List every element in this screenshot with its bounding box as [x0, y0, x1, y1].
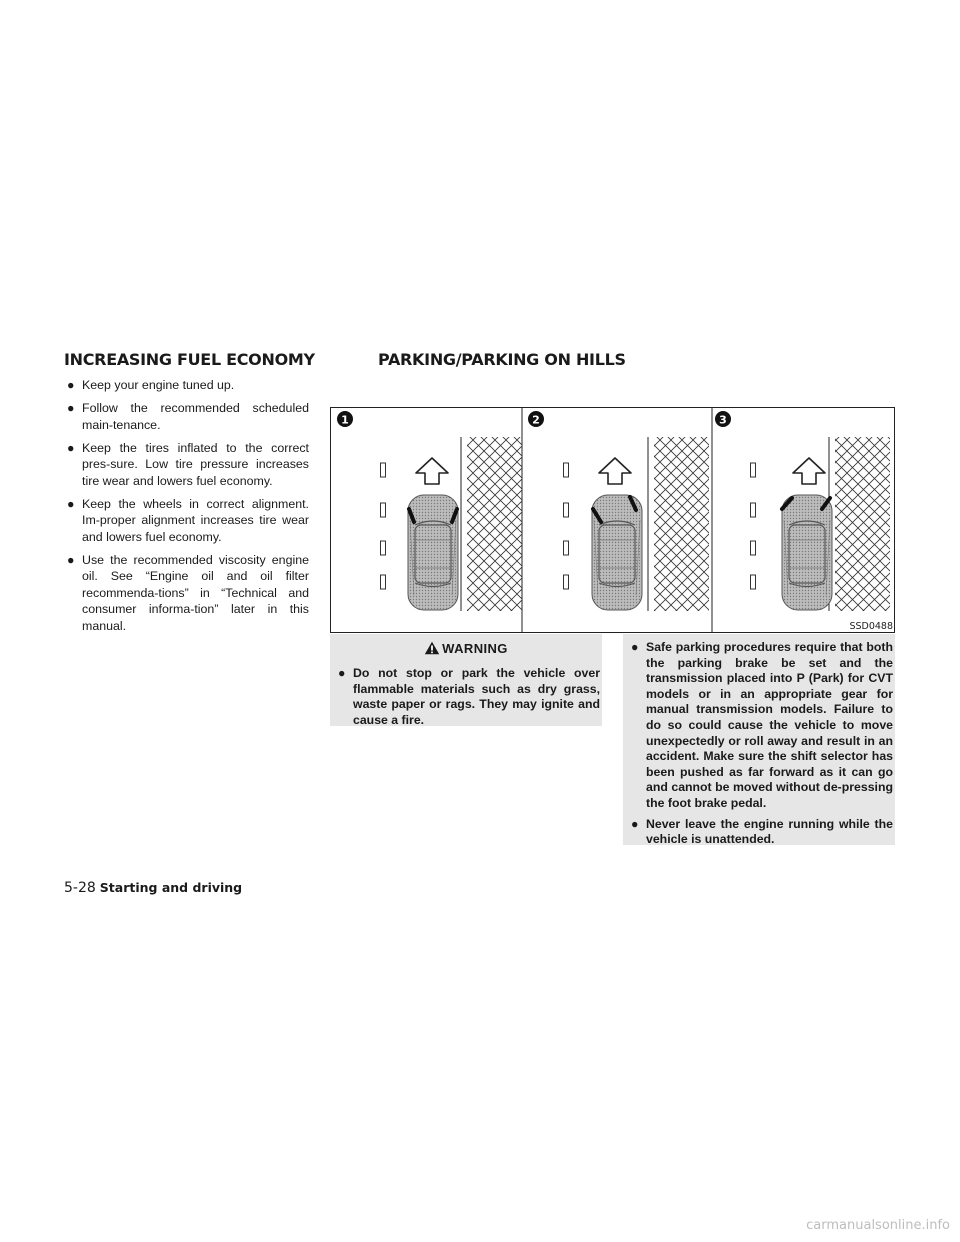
list-item	[629, 817, 893, 848]
panel-number-3: 3	[719, 413, 727, 427]
bullet-icon: ●	[67, 552, 75, 567]
bullet-icon: ●	[631, 640, 639, 654]
list-item-text: Do not stop or park the vehicle over flammable materials such as dry grass, waste paper or rags. They may ignite and cause a fire.	[353, 666, 600, 727]
bullet-icon: ●	[67, 440, 75, 455]
page-footer	[64, 879, 242, 896]
list-item	[65, 496, 309, 546]
list-item	[65, 377, 309, 394]
panel-number-1: 1	[341, 413, 349, 427]
bullet-icon: ●	[67, 378, 75, 392]
bullet-icon: ●	[338, 666, 346, 680]
section-heading-fuel-economy: INCREASING FUEL ECONOMY	[64, 350, 315, 369]
page-number: 5-28	[64, 880, 96, 896]
bullet-icon: ●	[67, 401, 75, 415]
parking-figure	[330, 407, 895, 633]
warning-box-left	[330, 634, 602, 726]
warning-list-right	[629, 640, 893, 853]
list-item	[65, 552, 309, 635]
warning-title	[330, 641, 602, 656]
section-heading-parking: PARKING/PARKING ON HILLS	[378, 350, 626, 369]
watermark: carmanualsonline.info	[806, 1218, 950, 1233]
bullet-icon: ●	[67, 496, 75, 511]
bullet-icon: ●	[631, 816, 639, 831]
list-item	[629, 640, 893, 812]
panel-number-2: 2	[532, 413, 540, 427]
warning-box-right	[623, 634, 895, 845]
list-item-text: Use the recommended viscosity engine oil. See “Engine oil and oil filter recommenda-tions” in “Technical and consumer informa-tion” later in this manual.	[82, 552, 309, 633]
list-item-text: Keep your engine tuned up.	[82, 378, 235, 392]
car-top-view-icon	[408, 495, 458, 610]
fuel-economy-list	[65, 377, 309, 641]
list-item	[65, 400, 309, 433]
warning-list-left	[336, 666, 600, 733]
warning-triangle-icon	[424, 641, 440, 655]
warning-title-text: WARNING	[442, 641, 508, 656]
list-item-text: Never leave the engine running while the vehicle is unattended.	[646, 816, 893, 847]
figure-code: SSD0488	[849, 621, 893, 632]
list-item-text: Keep the wheels in correct alignment. Im-proper alignment increases tire wear and lowers fuel economy.	[82, 496, 309, 544]
list-item-text: Follow the recommended scheduled main-tenance.	[82, 401, 309, 432]
car-top-view-icon	[782, 495, 832, 610]
list-item-text: Safe parking procedures require that both the parking brake be set and the transmission placed into P (Park) for CVT models or in an appropriate gear for manual transmission models. Failure to do so could cause the vehicle to move unexpectedly or roll away and result in an accident. Make sure the shift selector has been pushed as far forward as it can go and cannot be moved without de-pressing the foot brake pedal.	[646, 640, 893, 810]
section-name: Starting and driving	[99, 880, 243, 895]
list-item	[65, 440, 309, 490]
list-item	[336, 666, 600, 728]
car-top-view-icon	[592, 495, 642, 610]
list-item-text: Keep the tires inflated to the correct pres-sure. Low tire pressure increases tire wear and lowers fuel economy.	[82, 440, 309, 488]
